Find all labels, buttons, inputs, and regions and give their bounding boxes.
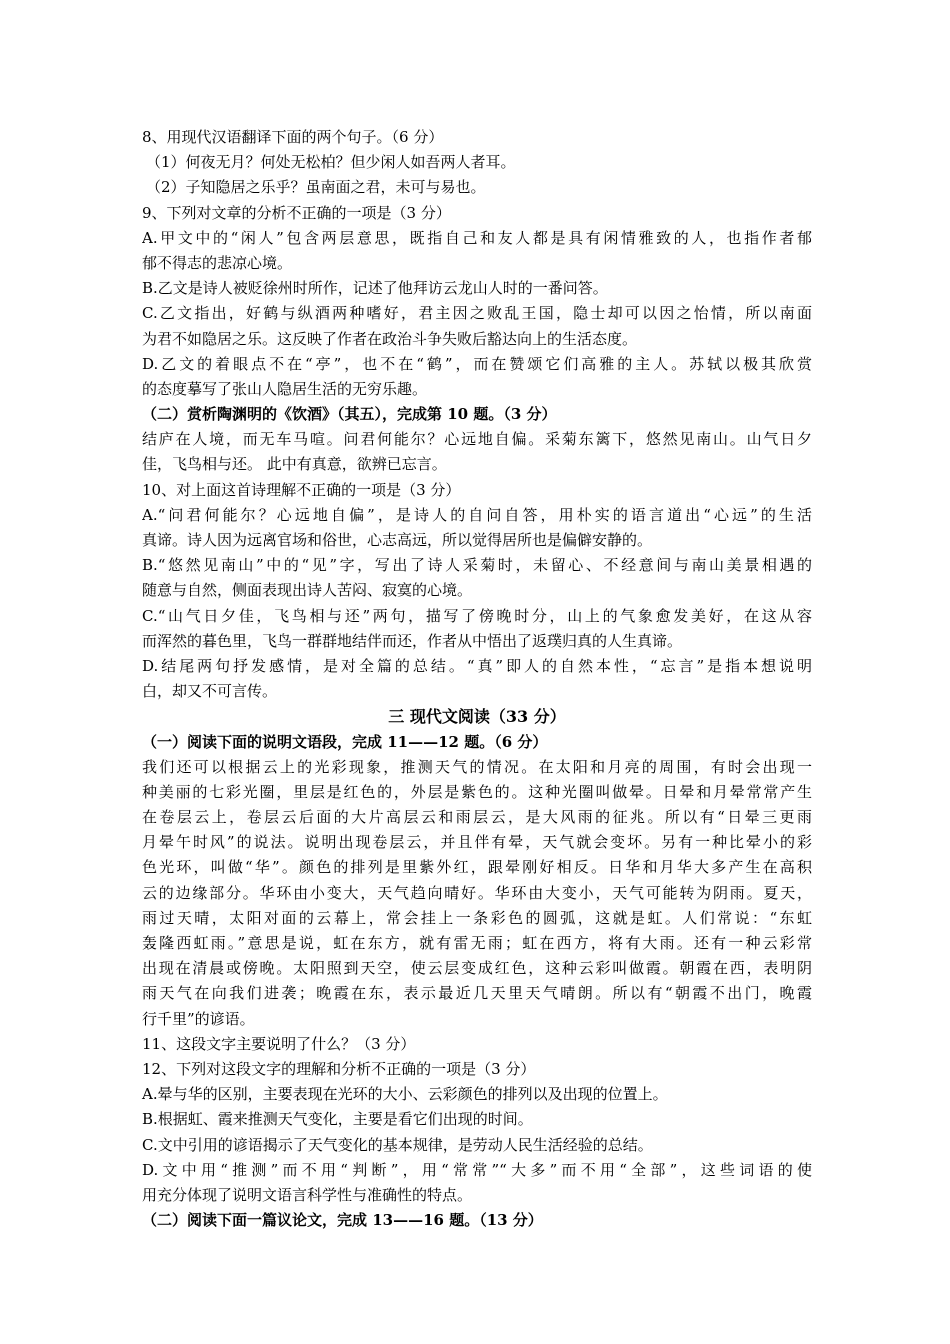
passage-line: 我们还可以根据云上的光彩现象，推测天气的情况。在太阳和月亮的周围，有时会出现一 <box>142 757 812 776</box>
passage-line: 行千里”的谚语。 <box>142 1009 255 1028</box>
section3-sub1-heading: （一）阅读下面的说明文语段，完成 11——12 题。（6 分） <box>142 732 548 751</box>
section3-title: 三 现代文阅读（33 分） <box>388 707 566 727</box>
passage-line: 雨天气在向我们进袭；晚霞在东，表示最近几天里天气晴朗。所以有“朝霞不出门，晚霞 <box>142 984 812 1003</box>
q9-option-c-line-1: C.乙文指出，好鹤与纵酒两种嗜好，君主因之败乱王国，隐士却可以因之怡情，所以南面 <box>142 304 812 323</box>
q12-option-a: A.晕与华的区别，主要表现在光环的大小、云彩颜色的排列以及出现的位置上。 <box>142 1085 668 1104</box>
passage-line: 种美丽的七彩光圈，里层是红色的，外层是紫色的。这种光圈叫做晕。日晕和月晕常常产生 <box>142 782 812 801</box>
q10-option-c-line-2: 而浑然的暮色里，飞鸟一群群地结伴而还，作者从中悟出了返璞归真的人生真谛。 <box>142 631 683 650</box>
q10-option-b-line-2: 随意与自然，侧面表现出诗人苦闷、寂寞的心境。 <box>142 581 473 600</box>
q12-option-d-line-1: D.文中用“推测”而不用“判断”，用“常常”“大多”而不用“全部”，这些词语的使 <box>142 1160 812 1179</box>
passage-line: 轰隆西虹雨。”意思是说，虹在东方，就有雷无雨；虹在西方，将有大雨。还有一种云彩常 <box>142 934 812 952</box>
q10-option-a-line-1: A.“问君何能尔？心远地自偏”，是诗人的自问自答，用朴实的语言道出“心远”的生活 <box>142 505 812 524</box>
q9-option-d-line-2: 的态度摹写了张山人隐居生活的无穷乐趣。 <box>142 379 428 398</box>
passage-line: 出现在清晨或傍晚。太阳照到天空，使云层变成红色，这种云彩叫做霞。朝霞在西，表明阴 <box>142 959 812 978</box>
q10-option-c-line-1: C.“山气日夕佳，飞鸟相与还”两句，描写了傍晚时分，山上的气象愈发美好，在这从容 <box>142 606 812 625</box>
q10-option-b-line-1: B.“悠然见南山”中的“见”字，写出了诗人采菊时，未留心、不经意间与南山美景相遇的 <box>142 556 812 575</box>
passage-line: 云的边缘部分。华环由小变大，天气趋向晴好。华环由大变小，天气可能转为阴雨。夏天， <box>142 883 812 902</box>
q12-stem: 12、下列对这段文字的理解和分析不正确的一项是（3 分） <box>142 1059 536 1078</box>
q9-option-a-line-2: 郁不得志的悲凉心境。 <box>142 253 293 272</box>
q9-option-b: B.乙文是诗人被贬徐州时所作，记述了他拜访云龙山人时的一番问答。 <box>142 279 608 298</box>
q9-stem: 9、下列对文章的分析不正确的一项是（3 分） <box>142 203 451 222</box>
passage-line: 在卷层云上，卷层云后面的大片高层云和雨层云，是大风雨的征兆。所以有“日晕三更雨 <box>142 808 812 827</box>
q8-sentence-1: （1）何夜无月？何处无松柏？但少闲人如吾两人者耳。 <box>146 153 516 172</box>
q12-option-d-line-2: 用充分体现了说明文语言科学性与准确性的特点。 <box>142 1185 473 1204</box>
q8-sentence-2: （2）子知隐居之乐乎？虽南面之君，未可与易也。 <box>146 178 486 197</box>
q9-option-d-line-1: D.乙文的着眼点不在“亭”，也不在“鹤”，而在赞颂它们高雅的主人。苏轼以极其欣赏 <box>142 354 812 373</box>
poem-line-1: 结庐在人境，而无车马喧。问君何能尔？心远地自偏。采菊东篱下，悠然见南山。山气日夕 <box>142 430 812 449</box>
passage-line: 雨过天晴，太阳对面的云幕上，常会挂上一条彩色的圆弧，这就是虹。人们常说：“东虹 <box>142 908 812 927</box>
q10-option-d-line-2: 白，却又不可言传。 <box>142 682 278 701</box>
q12-option-c: C.文中引用的谚语揭示了天气变化的基本规律，是劳动人民生活经验的总结。 <box>142 1135 653 1154</box>
document-content <box>142 125 812 1233</box>
q10-option-d-line-1: D.结尾两句抒发感情，是对全篇的总结。“真”即人的自然本性，“忘言”是指本想说明 <box>142 656 812 675</box>
q12-option-b: B.根据虹、霞来推测天气变化，主要是看它们出现的时间。 <box>142 1110 533 1129</box>
part2-heading: （二）赏析陶渊明的《饮酒》（其五），完成第 10 题。（3 分） <box>142 405 557 424</box>
q8-stem: 8、用现代汉语翻译下面的两个句子。（6 分） <box>142 128 444 146</box>
passage-line: 月晕午时风”的说法。说明出现卷层云，并且伴有晕，天气就会变坏。另有一种比晕小的彩 <box>142 833 812 852</box>
poem-line-2: 佳，飞鸟相与还。 此中有真意，欲辨已忘言。 <box>142 455 447 474</box>
section3-sub2-heading: （二）阅读下面一篇议论文，完成 13——16 题。（13 分） <box>142 1211 543 1230</box>
q11-stem: 11、这段文字主要说明了什么？（3 分） <box>142 1034 416 1053</box>
q10-option-a-line-2: 真谛。诗人因为远离官场和俗世，心志高远，所以觉得居所也是偏僻安静的。 <box>142 531 653 549</box>
q9-option-c-line-2: 为君不如隐居之乐。这反映了作者在政治斗争失败后豁达向上的生活态度。 <box>142 329 638 348</box>
q9-option-a-line-1: A.甲文中的“闲人”包含两层意思，既指自己和友人都是具有闲情雅致的人，也指作者郁 <box>142 228 812 247</box>
passage-line: 色光环，叫做“华”。颜色的排列是里紫外红，跟晕刚好相反。日华和月华大多产生在高积 <box>142 858 812 877</box>
q10-stem: 10、对上面这首诗理解不正确的一项是（3 分） <box>142 480 461 499</box>
